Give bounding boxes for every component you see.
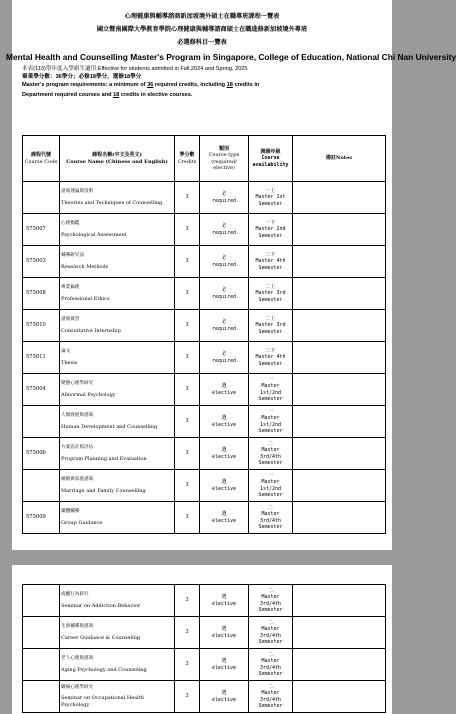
availability-line: Semester [258,607,283,613]
availability-line: Master [261,626,280,632]
col-notes: 備註Notes [293,136,386,182]
availability-line: Semester [258,639,283,645]
course-type-en: elective [211,600,237,607]
title-zh-3: 必選修科目一覽表 [177,39,227,46]
col-availability: 開課年級 Course availability [249,136,293,182]
table-row [23,246,386,278]
course-type [200,649,249,681]
availability-line: 二 [267,587,273,594]
course-type [200,214,249,246]
effective-line [12,65,392,73]
course-table-continued [22,584,386,713]
availability-line: Semester [258,428,283,434]
course-name [60,182,175,214]
table-row [23,278,386,310]
course-notes [293,246,386,278]
availability-line: 3rd/4th [259,453,282,460]
course-type-zh: 選 [221,415,227,421]
course-credits: 3 [175,502,200,534]
course-availability [249,246,293,278]
course-availability [249,214,293,246]
course-code [23,585,60,617]
table-header-row [23,136,386,182]
table-row [23,310,386,342]
availability-line: Master [261,447,280,453]
availability-line: Semester [258,671,283,677]
req-text-2: required credits, including [154,82,226,88]
course-type-en: required [211,197,237,204]
course-credits: 3 [175,681,200,713]
course-notes [293,585,386,617]
course-code: 575009 [23,502,60,534]
course-code: 575011 [23,342,60,374]
document-page-2 [12,565,392,714]
availability-line: 二下 [265,347,276,354]
availability-line: Semester [258,328,283,335]
course-type-zh: 選 [221,690,227,696]
course-notes [293,278,386,310]
course-name-zh: 成癮行為研究 [61,592,89,597]
course-credits: 3 [175,649,200,681]
course-type-en: required [211,325,237,332]
req-required-credits: 18 [226,82,233,88]
course-availability [249,374,293,406]
course-name [60,617,175,649]
availability-line: 1st/2nd [259,421,282,428]
course-credits: 3 [175,246,200,278]
course-name-en: Abnormal Psychology [61,391,116,398]
course-availability [249,310,293,342]
course-type [200,681,249,713]
course-credits: 3 [175,617,200,649]
availability-line: 1st/2nd [259,485,282,492]
course-name-en: Thesis [61,359,78,366]
course-credits: 3 [175,438,200,470]
course-code [23,470,60,502]
availability-line: 二 [267,504,273,511]
course-type-en: elective [211,389,237,396]
course-name-zh: 老人心理與諮商 [61,656,94,661]
availability-line: 一 [267,376,273,383]
course-name-en: Seminar on Occupational Health Psychology [61,695,144,708]
course-type-en: required [211,229,237,236]
course-name-zh: 方案設計與評估 [61,445,94,450]
course-availability [249,502,293,534]
course-notes [293,681,386,713]
table-row [23,214,386,246]
course-type [200,438,249,470]
course-availability [249,182,293,214]
course-code: 575004 [23,374,60,406]
availability-line: 一上 [265,187,276,194]
course-availability [249,617,293,649]
course-type-en: required [211,293,237,300]
course-type-zh: 必 [221,255,227,261]
course-name-en: Psychological Assessment [61,231,127,238]
availability-line: Semester [258,360,283,367]
course-credits: 3 [175,374,200,406]
col-name: 課程名稱(中文及英文) Course Name (Chinese and English) [60,136,175,182]
course-notes [293,502,386,534]
course-credits: 3 [175,310,200,342]
availability-line: Semester [258,200,283,207]
availability-line: Master 4th [255,354,286,361]
course-name-en: Group Guidance [61,519,103,526]
availability-line: Master [261,511,280,517]
availability-line: Semester [258,296,283,303]
course-availability [249,649,293,681]
course-name [60,214,175,246]
course-name [60,406,175,438]
course-name-zh: 婚姻與家庭諮商 [61,477,94,482]
course-name [60,246,175,278]
course-type-en: elective [211,517,237,524]
course-code: 575003 [23,246,60,278]
table-row [23,617,386,649]
course-credits: 3 [175,406,200,438]
course-name-en: Professional Ethics [61,295,110,302]
availability-line: Semester [258,492,283,498]
title-zh-1: 心理健康與輔導諮商新加坡境外碩士在職專班課程一覽表 [124,13,280,20]
availability-line: Master [261,415,280,421]
requirement-zh: 畢業學分數：36學分；必修18學分，選修18學分 [22,74,142,80]
col-type: 類別 Course type (required/ elective) [200,136,249,182]
course-availability [249,406,293,438]
course-type-zh: 選 [221,594,227,600]
course-name-en: Aging Psychology and Counseling [61,666,147,673]
course-name-zh: 論文 [61,349,71,354]
availability-line: 一下 [265,219,276,226]
course-type-en: elective [211,421,237,428]
availability-line: 二 [267,440,273,447]
document-page-1 [6,0,456,550]
course-name [60,502,175,534]
availability-line: Semester [258,396,283,402]
course-name [60,438,175,470]
course-type-en: elective [211,632,237,639]
course-type [200,617,249,649]
course-notes [293,470,386,502]
course-name-zh: 專業倫理 [61,285,80,290]
course-type-zh: 選 [221,511,227,517]
course-availability [249,342,293,374]
course-code: 575007 [23,214,60,246]
course-name-en: Research Methods [61,263,109,270]
availability-line: 二上 [265,283,276,290]
course-notes [293,214,386,246]
course-credits: 3 [175,214,200,246]
table-row [23,374,386,406]
course-code [23,649,60,681]
course-type [200,374,249,406]
course-type [200,278,249,310]
course-availability [249,438,293,470]
availability-line: 二上 [265,315,276,322]
availability-line: Master [261,690,280,696]
availability-line: Master 4th [255,258,286,265]
course-type-zh: 必 [221,191,227,197]
course-type-zh: 選 [221,447,227,453]
req-elective-credits: 18 [113,92,120,98]
course-name-en: Program Planning and Evaluation [61,455,147,462]
course-name-zh: 諮商理論與技術 [61,189,94,194]
course-notes [293,406,386,438]
course-name-zh: 生涯輔導與諮商 [61,624,94,629]
course-notes [293,617,386,649]
course-name-en: Marriage and Family Counselling [61,487,146,494]
course-type [200,342,249,374]
course-availability [249,470,293,502]
req-text-4: Department required courses and [22,92,112,98]
course-name-en: Human Development and Counselling [61,423,158,430]
course-credits: 3 [175,470,200,502]
title-zh-2: 國立暨南國際大學教育學院心理健康與輔導諮商碩士在職進修新加坡境外專班 [96,26,308,33]
availability-line: 二 [267,683,273,690]
availability-line: 二 [267,651,273,658]
course-type [200,470,249,502]
course-code: 575008 [23,278,60,310]
col-code: 課程代號 Course Code [23,136,60,182]
req-text-3: credits in [234,82,260,88]
course-name [60,374,175,406]
course-name-en: Career Guidance & Counseling [61,634,141,641]
course-type-zh: 必 [221,351,227,357]
course-name-en: Theories and Techniques of Counselling [61,199,163,206]
availability-line: Master 3rd [255,322,286,329]
effective-en: Effective for students admitted in Fall,2024 and Spring, 2025 [97,66,248,72]
course-credits: 3 [175,278,200,310]
course-name [60,681,175,713]
course-name [60,585,175,617]
availability-line: 3rd/4th [259,600,282,607]
course-name-zh: 職場心理學研究 [61,684,94,690]
course-code: 575010 [23,310,60,342]
course-type [200,502,249,534]
course-type-zh: 選 [221,658,227,664]
course-notes [293,342,386,374]
course-type-zh: 必 [221,223,227,229]
req-text-5: credits in elective courses. [120,92,193,98]
table-row [23,438,386,470]
course-name-zh: 變態心理學研究 [61,381,94,386]
course-type-zh: 選 [221,383,227,389]
requirement-en-line-1 [12,81,392,89]
requirement-en-line-2 [12,91,392,99]
course-code: 575006 [23,438,60,470]
availability-line: Master [261,658,280,664]
req-text-1: Master's program requirements: a minimum of [22,82,146,88]
course-type-en: required [211,261,237,268]
course-type [200,406,249,438]
course-name-en: Consultative Internship [61,327,121,334]
course-notes [293,438,386,470]
course-notes [293,649,386,681]
title-en: Mental Health and Counselling Master's Program in Singapore, College of Education, National Chi Nan University [6,52,456,62]
course-type [200,246,249,278]
course-type [200,310,249,342]
availability-line: 二 [267,619,273,626]
course-name [60,342,175,374]
course-code [23,182,60,214]
course-type-zh: 必 [221,319,227,325]
table-row [23,182,386,214]
availability-line: Semester [258,703,283,709]
table-row [23,649,386,681]
course-notes [293,182,386,214]
course-type-en: elective [211,485,237,492]
course-name-zh: 團體輔導 [61,509,80,514]
course-name [60,649,175,681]
course-credits: 3 [175,182,200,214]
availability-line: 1st/2nd [259,389,282,396]
availability-line: Semester [258,524,283,530]
availability-line: 二下 [265,251,276,258]
table-row [23,406,386,438]
course-type-en: elective [211,664,237,671]
course-name-zh: 諮商實習 [61,317,80,322]
availability-line: Master 3rd [255,290,286,297]
availability-line: Master [261,383,280,389]
course-credits: 3 [175,585,200,617]
availability-line: Semester [258,232,283,239]
course-code [23,406,60,438]
availability-line: 3rd/4th [259,517,282,524]
course-type [200,182,249,214]
course-availability [249,681,293,713]
availability-line: 3rd/4th [259,664,282,671]
course-notes [293,374,386,406]
effective-zh: 本表(113)學年度入學新生適用 [22,66,97,72]
table-row [23,585,386,617]
course-name-en: Seminar on Addiction Behavior [61,602,141,609]
course-code [23,617,60,649]
course-type-en: elective [211,453,237,460]
table-row [23,342,386,374]
course-code [23,681,60,713]
availability-line: 3rd/4th [259,696,282,703]
availability-line: Master 2nd [255,226,286,233]
course-type-zh: 選 [221,626,227,632]
course-name [60,310,175,342]
col-credits: 學分數 Credits [175,136,200,182]
course-type-zh: 選 [221,479,227,485]
course-availability [249,278,293,310]
course-name-zh: 輔導研究法 [61,253,84,258]
course-type [200,585,249,617]
course-type-en: required [211,357,237,364]
course-type-zh: 必 [221,287,227,293]
course-table [22,135,386,534]
availability-line: 3rd/4th [259,632,282,639]
course-name [60,278,175,310]
course-credits: 3 [175,342,200,374]
table-row [23,502,386,534]
course-name-zh: 人類發展與諮商 [61,413,94,418]
availability-line: Master [261,594,280,600]
table-row [23,470,386,502]
availability-line: 一 [267,408,273,415]
availability-line: 一 [267,472,273,479]
availability-line: Semester [258,264,283,271]
course-name-zh: 心理衡鑑 [61,221,80,226]
req-total-credits: 36 [147,82,154,88]
table-row [23,681,386,713]
course-availability [249,585,293,617]
course-notes [293,310,386,342]
availability-line: Master 1st [255,194,286,201]
course-type-en: elective [211,696,237,703]
availability-line: Semester [258,460,283,466]
course-name [60,470,175,502]
availability-line: Master [261,479,280,485]
